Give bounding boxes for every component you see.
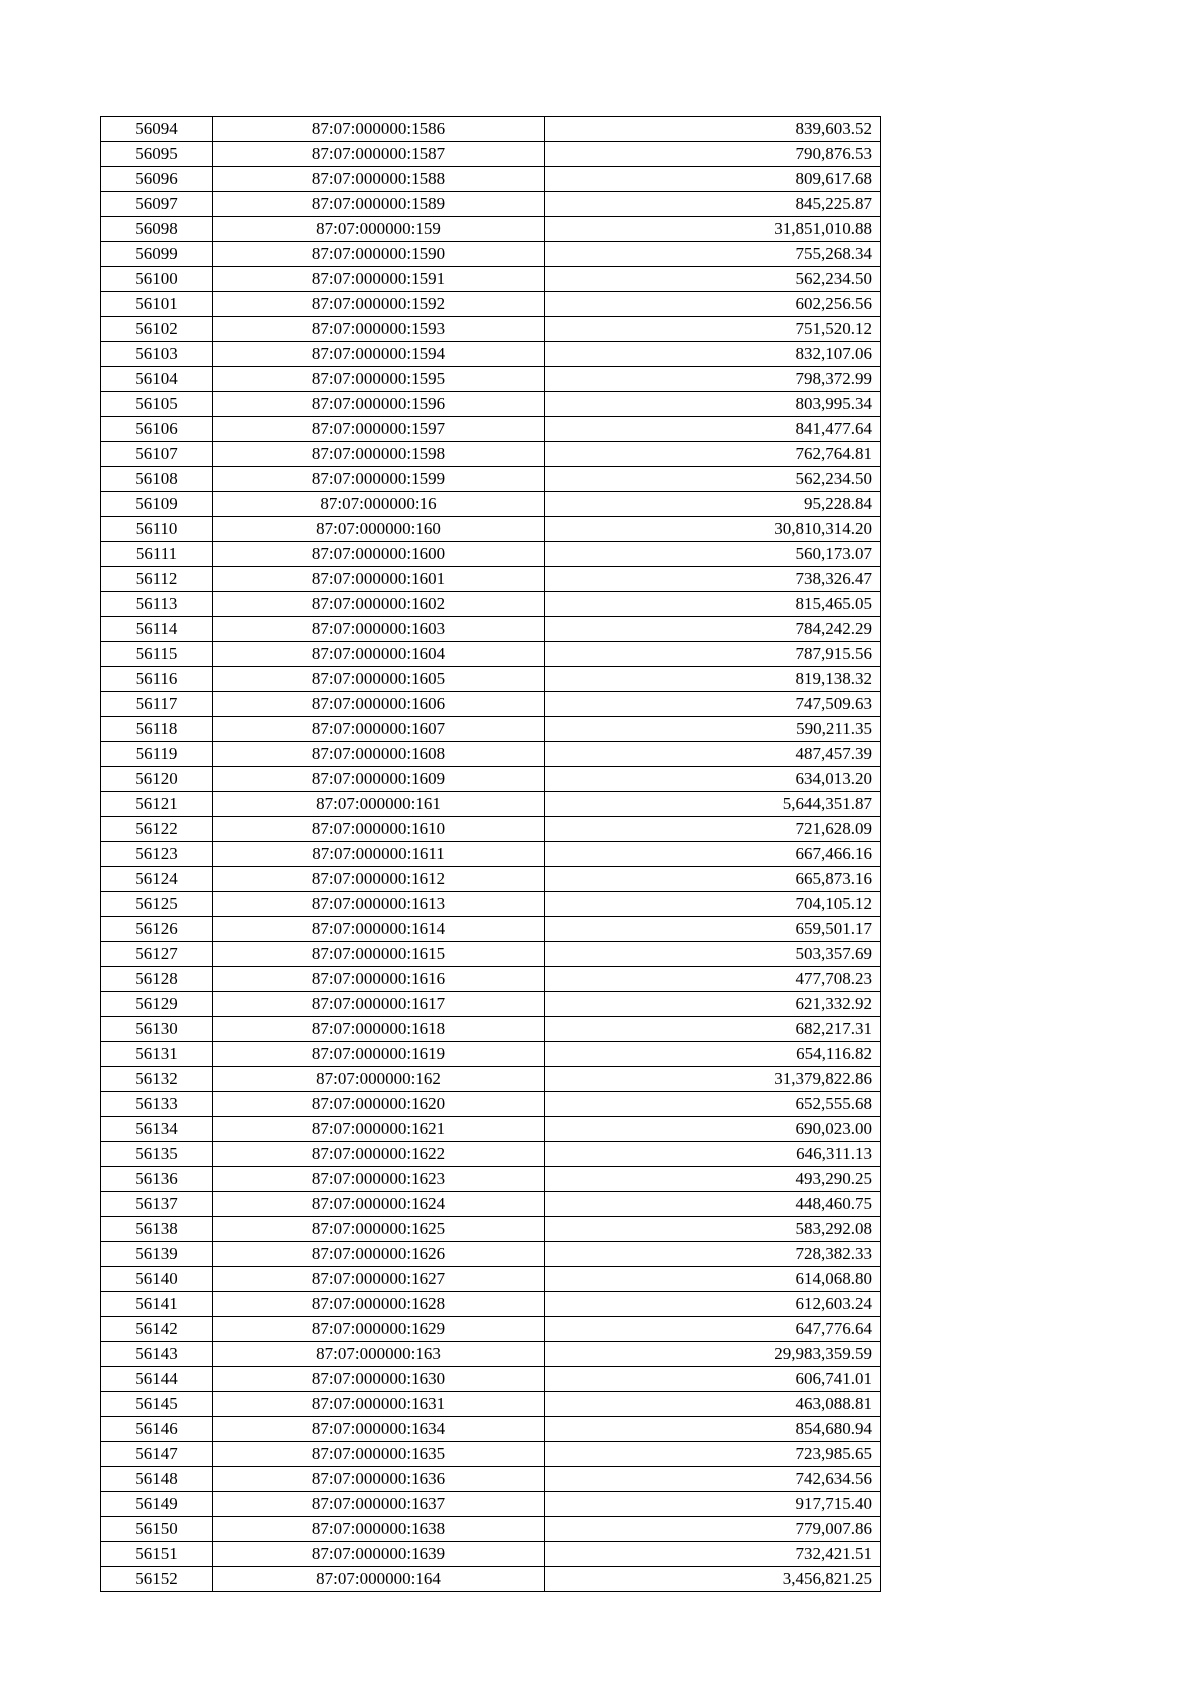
table-row: [101, 517, 881, 542]
value-cell: 841,477.64: [545, 417, 881, 442]
table-row: [101, 1417, 881, 1442]
value-cell: 747,509.63: [545, 692, 881, 717]
table-row: [101, 192, 881, 217]
value-cell: 819,138.32: [545, 667, 881, 692]
row-number-cell: 56141: [101, 1292, 213, 1317]
row-number-cell: 56142: [101, 1317, 213, 1342]
table-row: [101, 1017, 881, 1042]
row-number-cell: 56119: [101, 742, 213, 767]
row-number-cell: 56112: [101, 567, 213, 592]
value-cell: 762,764.81: [545, 442, 881, 467]
value-cell: 614,068.80: [545, 1267, 881, 1292]
row-number-cell: 56128: [101, 967, 213, 992]
row-number-cell: 56135: [101, 1142, 213, 1167]
row-number-cell: 56149: [101, 1492, 213, 1517]
cadastral-number-cell: 87:07:000000:1639: [213, 1542, 545, 1567]
value-cell: 751,520.12: [545, 317, 881, 342]
value-cell: 779,007.86: [545, 1517, 881, 1542]
table-row: [101, 142, 881, 167]
table-row: [101, 1042, 881, 1067]
row-number-cell: 56095: [101, 142, 213, 167]
row-number-cell: 56117: [101, 692, 213, 717]
table-row: [101, 592, 881, 617]
cadastral-number-cell: 87:07:000000:1599: [213, 467, 545, 492]
row-number-cell: 56120: [101, 767, 213, 792]
table-row: [101, 1392, 881, 1417]
table-row: [101, 117, 881, 142]
cadastral-number-cell: 87:07:000000:1624: [213, 1192, 545, 1217]
table-row: [101, 1517, 881, 1542]
row-number-cell: 56134: [101, 1117, 213, 1142]
row-number-cell: 56102: [101, 317, 213, 342]
value-cell: 606,741.01: [545, 1367, 881, 1392]
value-cell: 839,603.52: [545, 117, 881, 142]
table-row: [101, 442, 881, 467]
row-number-cell: 56152: [101, 1567, 213, 1592]
cadastral-number-cell: 87:07:000000:1618: [213, 1017, 545, 1042]
cadastral-number-cell: 87:07:000000:1595: [213, 367, 545, 392]
cadastral-number-cell: 87:07:000000:1603: [213, 617, 545, 642]
table-row: [101, 1142, 881, 1167]
value-cell: 5,644,351.87: [545, 792, 881, 817]
cadastral-number-cell: 87:07:000000:1598: [213, 442, 545, 467]
row-number-cell: 56146: [101, 1417, 213, 1442]
table-row: [101, 817, 881, 842]
table-row: [101, 642, 881, 667]
table-row: [101, 217, 881, 242]
cadastral-number-cell: 87:07:000000:1634: [213, 1417, 545, 1442]
row-number-cell: 56130: [101, 1017, 213, 1042]
cadastral-number-cell: 87:07:000000:1600: [213, 542, 545, 567]
value-cell: 503,357.69: [545, 942, 881, 967]
value-cell: 95,228.84: [545, 492, 881, 517]
value-cell: 732,421.51: [545, 1542, 881, 1567]
cadastral-number-cell: 87:07:000000:1616: [213, 967, 545, 992]
row-number-cell: 56150: [101, 1517, 213, 1542]
row-number-cell: 56107: [101, 442, 213, 467]
cadastral-number-cell: 87:07:000000:1606: [213, 692, 545, 717]
value-cell: 562,234.50: [545, 267, 881, 292]
row-number-cell: 56098: [101, 217, 213, 242]
row-number-cell: 56106: [101, 417, 213, 442]
row-number-cell: 56108: [101, 467, 213, 492]
row-number-cell: 56131: [101, 1042, 213, 1067]
cadastral-number-cell: 87:07:000000:1594: [213, 342, 545, 367]
row-number-cell: 56138: [101, 1217, 213, 1242]
table-row: [101, 842, 881, 867]
row-number-cell: 56113: [101, 592, 213, 617]
table-row: [101, 967, 881, 992]
row-number-cell: 56105: [101, 392, 213, 417]
row-number-cell: 56125: [101, 892, 213, 917]
table-row: [101, 1367, 881, 1392]
row-number-cell: 56140: [101, 1267, 213, 1292]
cadastral-number-cell: 87:07:000000:1621: [213, 1117, 545, 1142]
value-cell: 667,466.16: [545, 842, 881, 867]
row-number-cell: 56122: [101, 817, 213, 842]
row-number-cell: 56127: [101, 942, 213, 967]
row-number-cell: 56097: [101, 192, 213, 217]
cadastral-number-cell: 87:07:000000:1638: [213, 1517, 545, 1542]
table-row: [101, 392, 881, 417]
value-cell: 654,116.82: [545, 1042, 881, 1067]
value-cell: 647,776.64: [545, 1317, 881, 1342]
value-cell: 832,107.06: [545, 342, 881, 367]
value-cell: 682,217.31: [545, 1017, 881, 1042]
table-row: [101, 1467, 881, 1492]
cadastral-number-cell: 87:07:000000:1596: [213, 392, 545, 417]
table-row: [101, 1092, 881, 1117]
cadastral-number-cell: 87:07:000000:1623: [213, 1167, 545, 1192]
value-cell: 29,983,359.59: [545, 1342, 881, 1367]
table-row: [101, 1217, 881, 1242]
table-row: [101, 1492, 881, 1517]
table-row: [101, 867, 881, 892]
cadastral-number-cell: 87:07:000000:1629: [213, 1317, 545, 1342]
cadastral-number-cell: 87:07:000000:1593: [213, 317, 545, 342]
row-number-cell: 56148: [101, 1467, 213, 1492]
table-row: [101, 767, 881, 792]
table-row: [101, 1317, 881, 1342]
table-row: [101, 1192, 881, 1217]
cadastral-number-cell: 87:07:000000:1592: [213, 292, 545, 317]
value-cell: 583,292.08: [545, 1217, 881, 1242]
row-number-cell: 56124: [101, 867, 213, 892]
value-cell: 815,465.05: [545, 592, 881, 617]
table-row: [101, 1342, 881, 1367]
table-row: [101, 942, 881, 967]
cadastral-number-cell: 87:07:000000:1628: [213, 1292, 545, 1317]
cadastral-number-cell: 87:07:000000:1605: [213, 667, 545, 692]
cadastral-number-cell: 87:07:000000:1590: [213, 242, 545, 267]
table-row: [101, 342, 881, 367]
value-cell: 742,634.56: [545, 1467, 881, 1492]
row-number-cell: 56099: [101, 242, 213, 267]
value-cell: 798,372.99: [545, 367, 881, 392]
table-row: [101, 1567, 881, 1592]
value-cell: 854,680.94: [545, 1417, 881, 1442]
value-cell: 30,810,314.20: [545, 517, 881, 542]
table-row: [101, 892, 881, 917]
cadastral-number-cell: 87:07:000000:1614: [213, 917, 545, 942]
table-row: [101, 567, 881, 592]
table-row: [101, 467, 881, 492]
value-cell: 809,617.68: [545, 167, 881, 192]
table-row: [101, 617, 881, 642]
row-number-cell: 56132: [101, 1067, 213, 1092]
cadastral-number-cell: 87:07:000000:1591: [213, 267, 545, 292]
row-number-cell: 56101: [101, 292, 213, 317]
value-cell: 690,023.00: [545, 1117, 881, 1142]
cadastral-number-cell: 87:07:000000:1619: [213, 1042, 545, 1067]
table-row: [101, 1442, 881, 1467]
cadastral-number-cell: 87:07:000000:1589: [213, 192, 545, 217]
value-cell: 652,555.68: [545, 1092, 881, 1117]
table-row: [101, 692, 881, 717]
value-cell: 790,876.53: [545, 142, 881, 167]
value-cell: 31,851,010.88: [545, 217, 881, 242]
cadastral-number-cell: 87:07:000000:159: [213, 217, 545, 242]
cadastral-number-cell: 87:07:000000:1604: [213, 642, 545, 667]
cadastral-number-cell: 87:07:000000:1602: [213, 592, 545, 617]
cadastral-number-cell: 87:07:000000:1635: [213, 1442, 545, 1467]
row-number-cell: 56111: [101, 542, 213, 567]
table-row: [101, 1267, 881, 1292]
cadastral-number-cell: 87:07:000000:161: [213, 792, 545, 817]
row-number-cell: 56136: [101, 1167, 213, 1192]
value-cell: 493,290.25: [545, 1167, 881, 1192]
value-cell: 784,242.29: [545, 617, 881, 642]
value-cell: 590,211.35: [545, 717, 881, 742]
value-cell: 634,013.20: [545, 767, 881, 792]
cadastral-number-cell: 87:07:000000:1637: [213, 1492, 545, 1517]
table-body: [101, 117, 881, 1592]
row-number-cell: 56096: [101, 167, 213, 192]
table-row: [101, 367, 881, 392]
value-cell: 31,379,822.86: [545, 1067, 881, 1092]
value-cell: 560,173.07: [545, 542, 881, 567]
table-row: [101, 742, 881, 767]
table-row: [101, 492, 881, 517]
cadastral-number-cell: 87:07:000000:1609: [213, 767, 545, 792]
table-row: [101, 267, 881, 292]
table-row: [101, 242, 881, 267]
cadastral-number-cell: 87:07:000000:1588: [213, 167, 545, 192]
cadastral-number-cell: 87:07:000000:1597: [213, 417, 545, 442]
table-row: [101, 1242, 881, 1267]
row-number-cell: 56100: [101, 267, 213, 292]
row-number-cell: 56094: [101, 117, 213, 142]
row-number-cell: 56123: [101, 842, 213, 867]
row-number-cell: 56109: [101, 492, 213, 517]
table-row: [101, 667, 881, 692]
cadastral-number-cell: 87:07:000000:1611: [213, 842, 545, 867]
row-number-cell: 56103: [101, 342, 213, 367]
row-number-cell: 56104: [101, 367, 213, 392]
value-cell: 728,382.33: [545, 1242, 881, 1267]
table-row: [101, 917, 881, 942]
row-number-cell: 56145: [101, 1392, 213, 1417]
value-cell: 787,915.56: [545, 642, 881, 667]
value-cell: 3,456,821.25: [545, 1567, 881, 1592]
table-row: [101, 1167, 881, 1192]
value-cell: 665,873.16: [545, 867, 881, 892]
cadastral-number-cell: 87:07:000000:164: [213, 1567, 545, 1592]
cadastral-number-cell: 87:07:000000:1587: [213, 142, 545, 167]
value-cell: 659,501.17: [545, 917, 881, 942]
row-number-cell: 56110: [101, 517, 213, 542]
table-row: [101, 717, 881, 742]
table-row: [101, 167, 881, 192]
cadastral-number-cell: 87:07:000000:1607: [213, 717, 545, 742]
cadastral-number-cell: 87:07:000000:1615: [213, 942, 545, 967]
value-cell: 723,985.65: [545, 1442, 881, 1467]
value-cell: 602,256.56: [545, 292, 881, 317]
row-number-cell: 56116: [101, 667, 213, 692]
cadastral-number-cell: 87:07:000000:1626: [213, 1242, 545, 1267]
cadastral-number-cell: 87:07:000000:1586: [213, 117, 545, 142]
cadastral-number-cell: 87:07:000000:1617: [213, 992, 545, 1017]
row-number-cell: 56151: [101, 1542, 213, 1567]
row-number-cell: 56133: [101, 1092, 213, 1117]
value-cell: 845,225.87: [545, 192, 881, 217]
cadastral-number-cell: 87:07:000000:162: [213, 1067, 545, 1092]
cadastral-number-cell: 87:07:000000:1613: [213, 892, 545, 917]
value-cell: 562,234.50: [545, 467, 881, 492]
table-row: [101, 792, 881, 817]
row-number-cell: 56129: [101, 992, 213, 1017]
table-row: [101, 417, 881, 442]
table-row: [101, 1117, 881, 1142]
value-cell: 755,268.34: [545, 242, 881, 267]
value-cell: 477,708.23: [545, 967, 881, 992]
value-cell: 738,326.47: [545, 567, 881, 592]
row-number-cell: 56147: [101, 1442, 213, 1467]
cadastral-number-cell: 87:07:000000:1610: [213, 817, 545, 842]
value-cell: 646,311.13: [545, 1142, 881, 1167]
row-number-cell: 56114: [101, 617, 213, 642]
cadastral-number-cell: 87:07:000000:1608: [213, 742, 545, 767]
value-cell: 463,088.81: [545, 1392, 881, 1417]
cadastral-number-cell: 87:07:000000:1612: [213, 867, 545, 892]
cadastral-number-cell: 87:07:000000:1630: [213, 1367, 545, 1392]
value-cell: 803,995.34: [545, 392, 881, 417]
table-row: [101, 1067, 881, 1092]
cadastral-number-cell: 87:07:000000:1636: [213, 1467, 545, 1492]
cadastral-number-cell: 87:07:000000:1620: [213, 1092, 545, 1117]
table-row: [101, 292, 881, 317]
table-row: [101, 1292, 881, 1317]
value-cell: 487,457.39: [545, 742, 881, 767]
value-cell: 917,715.40: [545, 1492, 881, 1517]
data-table: [100, 116, 881, 1592]
row-number-cell: 56121: [101, 792, 213, 817]
table-row: [101, 992, 881, 1017]
cadastral-number-cell: 87:07:000000:1625: [213, 1217, 545, 1242]
table-row: [101, 317, 881, 342]
table-row: [101, 1542, 881, 1567]
row-number-cell: 56118: [101, 717, 213, 742]
value-cell: 704,105.12: [545, 892, 881, 917]
cadastral-number-cell: 87:07:000000:1622: [213, 1142, 545, 1167]
value-cell: 721,628.09: [545, 817, 881, 842]
row-number-cell: 56115: [101, 642, 213, 667]
row-number-cell: 56139: [101, 1242, 213, 1267]
value-cell: 612,603.24: [545, 1292, 881, 1317]
cadastral-number-cell: 87:07:000000:1627: [213, 1267, 545, 1292]
cadastral-number-cell: 87:07:000000:1631: [213, 1392, 545, 1417]
value-cell: 621,332.92: [545, 992, 881, 1017]
row-number-cell: 56126: [101, 917, 213, 942]
value-cell: 448,460.75: [545, 1192, 881, 1217]
cadastral-number-cell: 87:07:000000:1601: [213, 567, 545, 592]
cadastral-number-cell: 87:07:000000:160: [213, 517, 545, 542]
table-row: [101, 542, 881, 567]
row-number-cell: 56144: [101, 1367, 213, 1392]
cadastral-number-cell: 87:07:000000:16: [213, 492, 545, 517]
cadastral-number-cell: 87:07:000000:163: [213, 1342, 545, 1367]
row-number-cell: 56143: [101, 1342, 213, 1367]
row-number-cell: 56137: [101, 1192, 213, 1217]
